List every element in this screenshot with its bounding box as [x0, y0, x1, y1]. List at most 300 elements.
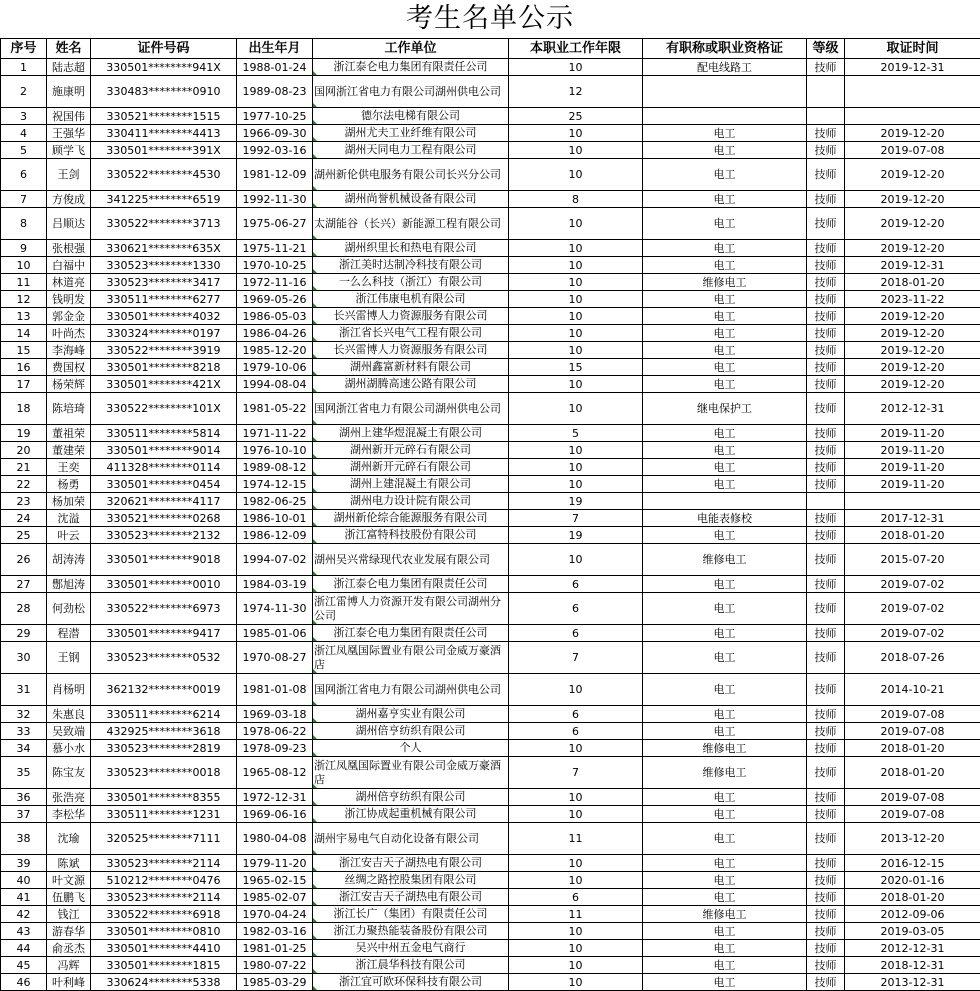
cell-birth-date: 1971-11-22 — [237, 425, 313, 442]
cell-level: 技师 — [807, 906, 845, 923]
cell-qualification: 电工 — [643, 872, 807, 889]
cell-qualification — [643, 108, 807, 125]
cell-employer: 湖州鑫富新材料有限公司 — [313, 359, 509, 376]
cell-birth-date: 1972-12-31 — [237, 789, 313, 806]
cell-qualification: 电工 — [643, 706, 807, 723]
table-row — [1, 872, 980, 889]
cell-qualification: 电工 — [643, 308, 807, 325]
cell-qualification: 电工 — [643, 125, 807, 142]
cell-name: 慕小水 — [47, 740, 91, 757]
cell-name: 李海峰 — [47, 342, 91, 359]
cell-employer: 浙江凤凰国际置业有限公司金威万豪酒店 — [313, 757, 509, 789]
cell-cert-date: 2018-01-20 — [845, 889, 980, 906]
cell-birth-date: 1994-07-02 — [237, 544, 313, 576]
cell-name: 费国权 — [47, 359, 91, 376]
cell-employer: 国网浙江省电力有限公司湖州供电公司 — [313, 674, 509, 706]
cell-cert-date: 2019-07-02 — [845, 576, 980, 593]
table-row — [1, 493, 980, 510]
cell-employer: 湖州尤夫工业纤维有限公司 — [313, 125, 509, 142]
cell-index: 30 — [1, 642, 47, 674]
table-row — [1, 923, 980, 940]
cell-index: 17 — [1, 376, 47, 393]
cell-cert-date — [845, 76, 980, 108]
cell-index: 23 — [1, 493, 47, 510]
cell-id-number: 330522********101X — [91, 393, 237, 425]
cell-employer: 湖州上建混凝土有限公司 — [313, 476, 509, 493]
cell-id-number: 330523********2114 — [91, 889, 237, 906]
cell-employer: 浙江省长兴电气工程有限公司 — [313, 325, 509, 342]
cell-level: 技师 — [807, 855, 845, 872]
cell-work-years: 6 — [509, 889, 643, 906]
cell-qualification: 电工 — [643, 974, 807, 991]
cell-work-years: 10 — [509, 855, 643, 872]
table-row — [1, 191, 980, 208]
cell-id-number: 330324********0197 — [91, 325, 237, 342]
cell-id-number: 510212********0476 — [91, 872, 237, 889]
cell-name: 李松华 — [47, 806, 91, 823]
cell-name: 叶尚杰 — [47, 325, 91, 342]
cell-birth-date: 1986-10-01 — [237, 510, 313, 527]
cell-level — [807, 493, 845, 510]
cell-birth-date: 1981-05-22 — [237, 393, 313, 425]
cell-work-years: 7 — [509, 510, 643, 527]
cell-name: 施康明 — [47, 76, 91, 108]
cell-name: 陈宝友 — [47, 757, 91, 789]
cell-id-number: 330624********5338 — [91, 974, 237, 991]
table-row — [1, 274, 980, 291]
cell-index: 15 — [1, 342, 47, 359]
cell-level: 技师 — [807, 625, 845, 642]
cell-work-years: 12 — [509, 76, 643, 108]
cell-index: 2 — [1, 76, 47, 108]
cell-birth-date: 1981-01-08 — [237, 674, 313, 706]
table-row — [1, 476, 980, 493]
cell-level: 技师 — [807, 442, 845, 459]
cell-work-years: 5 — [509, 425, 643, 442]
cell-index: 6 — [1, 159, 47, 191]
cell-work-years: 10 — [509, 923, 643, 940]
cell-qualification: 电工 — [643, 342, 807, 359]
cell-index: 29 — [1, 625, 47, 642]
cell-level: 技师 — [807, 125, 845, 142]
cell-level: 技师 — [807, 940, 845, 957]
cell-birth-date: 1981-01-25 — [237, 940, 313, 957]
cell-id-number: 320621********4117 — [91, 493, 237, 510]
cell-cert-date: 2019-07-08 — [845, 789, 980, 806]
cell-qualification: 电工 — [643, 257, 807, 274]
cell-name: 肖杨明 — [47, 674, 91, 706]
table-row — [1, 142, 980, 159]
cell-birth-date: 1970-10-25 — [237, 257, 313, 274]
cell-cert-date: 2020-01-16 — [845, 872, 980, 889]
cell-index: 34 — [1, 740, 47, 757]
cell-name: 张根强 — [47, 240, 91, 257]
cell-level: 技师 — [807, 806, 845, 823]
cell-employer: 浙江富特科技股份有限公司 — [313, 527, 509, 544]
cell-id-number: 330501********8218 — [91, 359, 237, 376]
cell-index: 45 — [1, 957, 47, 974]
cell-id-number: 330523********0532 — [91, 642, 237, 674]
table-row — [1, 544, 980, 576]
cell-qualification: 电工 — [643, 527, 807, 544]
cell-index: 44 — [1, 940, 47, 957]
cell-employer: 一么么科技（浙江）有限公司 — [313, 274, 509, 291]
cell-cert-date: 2018-01-20 — [845, 757, 980, 789]
cell-index: 41 — [1, 889, 47, 906]
cell-index: 35 — [1, 757, 47, 789]
cell-employer: 湖州吴兴常绿现代农业发展有限公司 — [313, 544, 509, 576]
cell-work-years: 10 — [509, 674, 643, 706]
cell-index: 19 — [1, 425, 47, 442]
cell-name: 程潜 — [47, 625, 91, 642]
cell-name: 冯辉 — [47, 957, 91, 974]
cell-cert-date: 2019-11-20 — [845, 425, 980, 442]
cell-level: 技师 — [807, 208, 845, 240]
cell-cert-date: 2023-11-22 — [845, 291, 980, 308]
cell-name: 祝国伟 — [47, 108, 91, 125]
cell-name: 方俊成 — [47, 191, 91, 208]
cell-qualification: 电工 — [643, 476, 807, 493]
cell-birth-date: 1992-03-16 — [237, 142, 313, 159]
cell-id-number: 330521********0268 — [91, 510, 237, 527]
cell-birth-date: 1984-03-19 — [237, 576, 313, 593]
cell-index: 28 — [1, 593, 47, 625]
cell-birth-date: 1994-08-04 — [237, 376, 313, 393]
cell-index: 7 — [1, 191, 47, 208]
cell-birth-date: 1985-02-07 — [237, 889, 313, 906]
cell-name: 陈斌 — [47, 855, 91, 872]
cell-id-number: 362132********0019 — [91, 674, 237, 706]
page-title: 考生名单公示 — [0, 0, 980, 38]
cell-employer: 浙江凤凰国际置业有限公司金威万豪酒店 — [313, 642, 509, 674]
cell-work-years: 10 — [509, 376, 643, 393]
cell-birth-date: 1978-09-23 — [237, 740, 313, 757]
cell-birth-date: 1985-01-06 — [237, 625, 313, 642]
table-row — [1, 125, 980, 142]
cell-birth-date: 1979-11-20 — [237, 855, 313, 872]
cell-work-years: 10 — [509, 740, 643, 757]
cell-employer: 湖州电力设计院有限公司 — [313, 493, 509, 510]
cell-level: 技师 — [807, 59, 845, 76]
cell-birth-date: 1988-01-24 — [237, 59, 313, 76]
cell-level: 技师 — [807, 923, 845, 940]
cell-birth-date: 1972-11-16 — [237, 274, 313, 291]
cell-birth-date: 1986-05-03 — [237, 308, 313, 325]
cell-qualification: 电工 — [643, 940, 807, 957]
cell-index: 31 — [1, 674, 47, 706]
cell-index: 18 — [1, 393, 47, 425]
cell-birth-date: 1974-11-30 — [237, 593, 313, 625]
cell-name: 董建荣 — [47, 442, 91, 459]
cell-cert-date: 2019-07-08 — [845, 723, 980, 740]
cell-birth-date: 1986-12-09 — [237, 527, 313, 544]
cell-birth-date: 1969-03-18 — [237, 706, 313, 723]
cell-qualification: 电工 — [643, 240, 807, 257]
cell-birth-date: 1979-10-06 — [237, 359, 313, 376]
cell-name: 王强华 — [47, 125, 91, 142]
cell-work-years: 7 — [509, 757, 643, 789]
cell-cert-date: 2019-12-20 — [845, 191, 980, 208]
cell-work-years: 15 — [509, 359, 643, 376]
table-row — [1, 855, 980, 872]
cell-id-number: 330501********9018 — [91, 544, 237, 576]
cell-level: 技师 — [807, 142, 845, 159]
cell-id-number: 330522********4530 — [91, 159, 237, 191]
cell-employer: 长兴雷博人力资源服务有限公司 — [313, 342, 509, 359]
table-row — [1, 240, 980, 257]
cell-index: 40 — [1, 872, 47, 889]
cell-qualification: 维修电工 — [643, 906, 807, 923]
cell-level: 技师 — [807, 957, 845, 974]
table-row — [1, 59, 980, 76]
cell-qualification: 电工 — [643, 425, 807, 442]
cell-cert-date: 2018-01-20 — [845, 527, 980, 544]
cell-birth-date: 1981-12-09 — [237, 159, 313, 191]
cell-level: 技师 — [807, 642, 845, 674]
cell-name: 吕顺达 — [47, 208, 91, 240]
header-employer: 工作单位 — [313, 39, 509, 59]
cell-work-years: 25 — [509, 108, 643, 125]
cell-work-years: 10 — [509, 325, 643, 342]
cell-work-years: 10 — [509, 59, 643, 76]
cell-id-number: 411328********0114 — [91, 459, 237, 476]
cell-name: 董祖荣 — [47, 425, 91, 442]
cell-index: 8 — [1, 208, 47, 240]
cell-employer: 湖州新伦供电服务有限公司长兴分公司 — [313, 159, 509, 191]
cell-work-years: 10 — [509, 291, 643, 308]
cell-index: 43 — [1, 923, 47, 940]
cell-name: 陈培琦 — [47, 393, 91, 425]
cell-level: 技师 — [807, 974, 845, 991]
cell-birth-date: 1975-11-21 — [237, 240, 313, 257]
cell-id-number: 330523********2819 — [91, 740, 237, 757]
cell-employer: 浙江安吉天子湖热电有限公司 — [313, 855, 509, 872]
cell-birth-date: 1969-06-16 — [237, 806, 313, 823]
cell-level: 技师 — [807, 740, 845, 757]
cell-cert-date: 2019-07-08 — [845, 806, 980, 823]
cell-id-number: 330511********6214 — [91, 706, 237, 723]
cell-employer: 浙江泰仑电力集团有限责任公司 — [313, 576, 509, 593]
table-row — [1, 308, 980, 325]
table-row — [1, 576, 980, 593]
cell-cert-date: 2019-07-02 — [845, 625, 980, 642]
cell-level: 技师 — [807, 359, 845, 376]
cell-work-years: 10 — [509, 159, 643, 191]
cell-level: 技师 — [807, 789, 845, 806]
table-row — [1, 674, 980, 706]
cell-cert-date: 2018-01-20 — [845, 274, 980, 291]
cell-level: 技师 — [807, 257, 845, 274]
candidate-table — [0, 38, 980, 991]
cell-employer: 个人 — [313, 740, 509, 757]
cell-birth-date: 1970-04-24 — [237, 906, 313, 923]
cell-work-years: 6 — [509, 625, 643, 642]
cell-work-years: 11 — [509, 823, 643, 855]
table-row — [1, 889, 980, 906]
cell-employer: 浙江雷博人力资源开发有限公司湖州分公司 — [313, 593, 509, 625]
cell-name: 张浩亮 — [47, 789, 91, 806]
cell-id-number: 330501********941X — [91, 59, 237, 76]
cell-qualification: 维修电工 — [643, 740, 807, 757]
cell-employer: 湖州新开元碎石有限公司 — [313, 459, 509, 476]
cell-birth-date: 1969-05-26 — [237, 291, 313, 308]
cell-qualification: 电工 — [643, 142, 807, 159]
cell-id-number: 330501********421X — [91, 376, 237, 393]
cell-level: 技师 — [807, 425, 845, 442]
cell-cert-date: 2019-11-20 — [845, 476, 980, 493]
cell-employer: 湖州宇易电气自动化设备有限公司 — [313, 823, 509, 855]
cell-work-years: 10 — [509, 459, 643, 476]
cell-level: 技师 — [807, 674, 845, 706]
cell-id-number: 330483********0910 — [91, 76, 237, 108]
cell-employer: 湖州天同电力工程有限公司 — [313, 142, 509, 159]
cell-work-years: 10 — [509, 393, 643, 425]
cell-index: 20 — [1, 442, 47, 459]
table-row — [1, 806, 980, 823]
cell-index: 14 — [1, 325, 47, 342]
cell-level: 技师 — [807, 191, 845, 208]
cell-employer: 浙江长广（集团）有限责任公司 — [313, 906, 509, 923]
cell-qualification — [643, 493, 807, 510]
cell-name: 白福中 — [47, 257, 91, 274]
cell-level: 技师 — [807, 593, 845, 625]
cell-birth-date: 1980-07-22 — [237, 957, 313, 974]
cell-id-number: 320525********7111 — [91, 823, 237, 855]
cell-index: 24 — [1, 510, 47, 527]
table-row — [1, 740, 980, 757]
cell-birth-date: 1986-04-26 — [237, 325, 313, 342]
cell-cert-date: 2018-12-31 — [845, 957, 980, 974]
cell-employer: 湖州织里长和热电有限公司 — [313, 240, 509, 257]
cell-work-years: 10 — [509, 476, 643, 493]
cell-cert-date: 2019-12-20 — [845, 325, 980, 342]
header-row — [1, 39, 980, 59]
cell-work-years: 10 — [509, 872, 643, 889]
cell-index: 39 — [1, 855, 47, 872]
table-row — [1, 957, 980, 974]
cell-cert-date: 2019-12-20 — [845, 208, 980, 240]
cell-index: 5 — [1, 142, 47, 159]
cell-id-number: 330621********635X — [91, 240, 237, 257]
table-row — [1, 325, 980, 342]
cell-employer: 湖州倍亨纺织有限公司 — [313, 723, 509, 740]
cell-qualification: 配电线路工 — [643, 59, 807, 76]
cell-work-years: 19 — [509, 493, 643, 510]
cell-work-years: 10 — [509, 208, 643, 240]
cell-qualification: 电工 — [643, 889, 807, 906]
cell-index: 12 — [1, 291, 47, 308]
cell-name: 杨荣辉 — [47, 376, 91, 393]
cell-name: 何劲松 — [47, 593, 91, 625]
cell-qualification: 电工 — [643, 674, 807, 706]
cell-cert-date: 2019-12-20 — [845, 342, 980, 359]
table-row — [1, 108, 980, 125]
table-row — [1, 425, 980, 442]
cell-work-years: 10 — [509, 342, 643, 359]
cell-name: 叶云 — [47, 527, 91, 544]
cell-name: 朱惠良 — [47, 706, 91, 723]
cell-birth-date: 1970-08-27 — [237, 642, 313, 674]
cell-cert-date: 2012-09-06 — [845, 906, 980, 923]
table-row — [1, 159, 980, 191]
cell-work-years: 10 — [509, 957, 643, 974]
cell-cert-date: 2019-12-31 — [845, 257, 980, 274]
cell-qualification: 维修电工 — [643, 757, 807, 789]
cell-level: 技师 — [807, 325, 845, 342]
cell-birth-date: 1980-04-08 — [237, 823, 313, 855]
cell-qualification: 电工 — [643, 442, 807, 459]
cell-index: 10 — [1, 257, 47, 274]
cell-work-years: 10 — [509, 142, 643, 159]
header-qualification: 有职称或职业资格证 — [643, 39, 807, 59]
cell-cert-date: 2019-07-08 — [845, 706, 980, 723]
cell-level: 技师 — [807, 159, 845, 191]
cell-work-years: 6 — [509, 593, 643, 625]
cell-cert-date — [845, 108, 980, 125]
cell-qualification: 电工 — [643, 191, 807, 208]
cell-work-years: 10 — [509, 240, 643, 257]
cell-cert-date: 2014-10-21 — [845, 674, 980, 706]
cell-work-years: 8 — [509, 191, 643, 208]
cell-cert-date: 2019-12-20 — [845, 240, 980, 257]
cell-cert-date: 2012-12-31 — [845, 393, 980, 425]
cell-id-number: 330522********3713 — [91, 208, 237, 240]
cell-work-years: 10 — [509, 974, 643, 991]
cell-birth-date: 1977-10-25 — [237, 108, 313, 125]
cell-qualification: 电工 — [643, 376, 807, 393]
cell-name: 钱明发 — [47, 291, 91, 308]
cell-level: 技师 — [807, 823, 845, 855]
cell-cert-date: 2019-03-05 — [845, 923, 980, 940]
header-cert-date: 取证时间 — [845, 39, 980, 59]
cell-employer: 国网浙江省电力有限公司湖州供电公司 — [313, 76, 509, 108]
cell-employer: 吴兴中州五金电气商行 — [313, 940, 509, 957]
cell-id-number: 330523********1330 — [91, 257, 237, 274]
cell-index: 9 — [1, 240, 47, 257]
table-row — [1, 291, 980, 308]
cell-name: 伍鹏飞 — [47, 889, 91, 906]
cell-qualification: 电工 — [643, 208, 807, 240]
cell-qualification: 维修电工 — [643, 274, 807, 291]
cell-birth-date: 1966-09-30 — [237, 125, 313, 142]
cell-birth-date: 1965-08-12 — [237, 757, 313, 789]
cell-index: 21 — [1, 459, 47, 476]
cell-index: 11 — [1, 274, 47, 291]
cell-level: 技师 — [807, 376, 845, 393]
cell-id-number: 330511********5814 — [91, 425, 237, 442]
cell-id-number: 330501********4032 — [91, 308, 237, 325]
cell-name: 陆志超 — [47, 59, 91, 76]
cell-name: 顾学飞 — [47, 142, 91, 159]
table-row — [1, 359, 980, 376]
cell-index: 3 — [1, 108, 47, 125]
cell-employer: 湖州尚誉机械设备有限公司 — [313, 191, 509, 208]
header-name: 姓名 — [47, 39, 91, 59]
cell-employer: 浙江晨华科技有限公司 — [313, 957, 509, 974]
header-id-number: 证件号码 — [91, 39, 237, 59]
cell-work-years: 10 — [509, 257, 643, 274]
cell-employer: 浙江泰仑电力集团有限责任公司 — [313, 625, 509, 642]
cell-birth-date: 1965-02-15 — [237, 872, 313, 889]
cell-employer: 浙江泰仑电力集团有限责任公司 — [313, 59, 509, 76]
cell-id-number: 330511********1231 — [91, 806, 237, 823]
cell-name: 林道亮 — [47, 274, 91, 291]
table-row — [1, 789, 980, 806]
table-row — [1, 593, 980, 625]
cell-id-number: 330501********9014 — [91, 442, 237, 459]
cell-employer: 丝绸之路控股集团有限公司 — [313, 872, 509, 889]
cell-employer: 德尔法电梯有限公司 — [313, 108, 509, 125]
